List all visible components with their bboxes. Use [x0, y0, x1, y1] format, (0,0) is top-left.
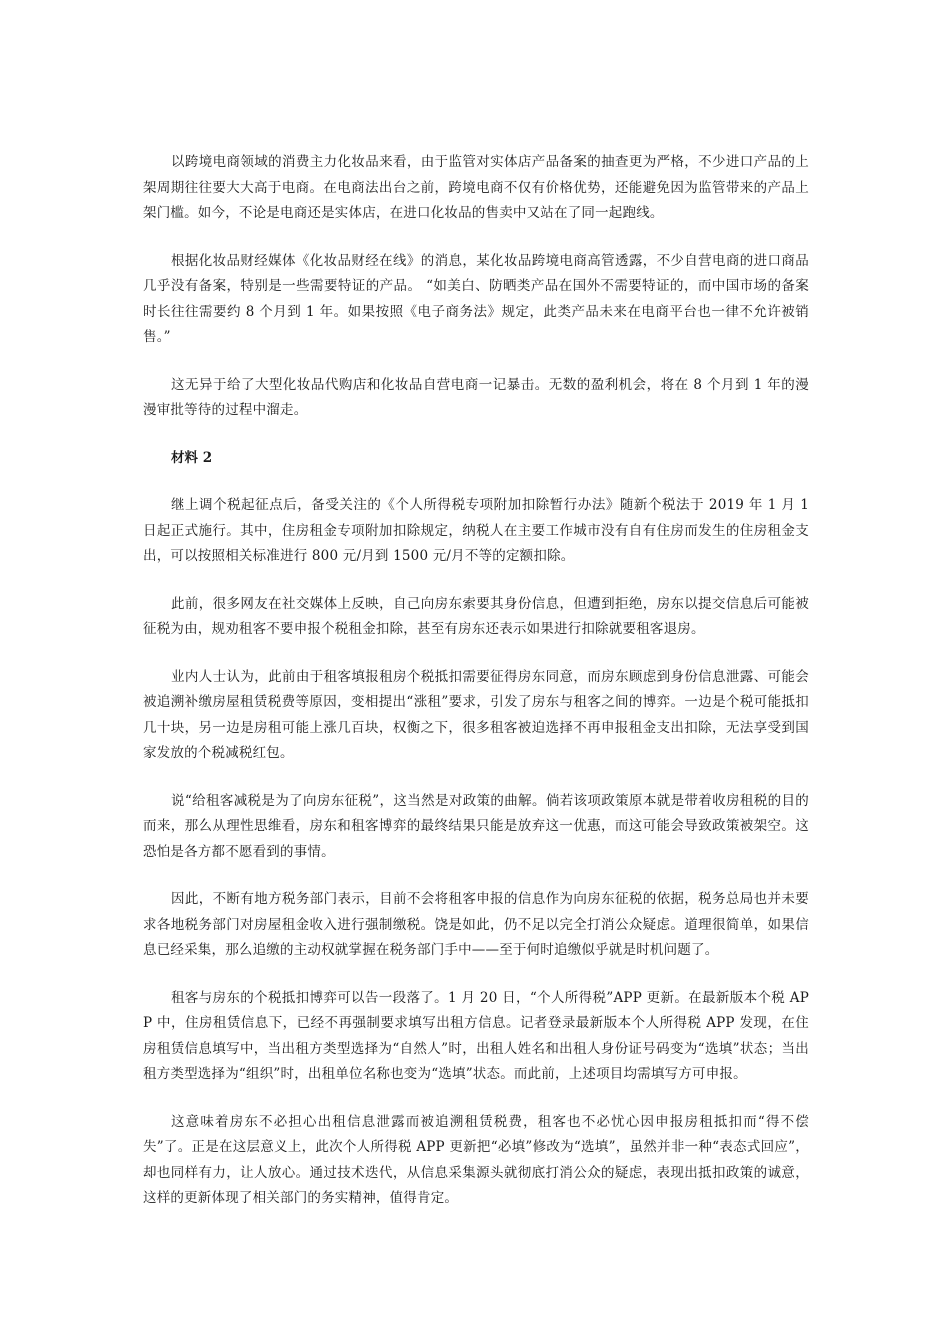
paragraph: 说“给租客减税是为了向房东征税”，这当然是对政策的曲解。倘若该项政策原本就是带着收房租税的目的而来，那么从理性思维看，房东和租客博弈的最终结果只能是放弃这一优惠，而这可能会导致政策被架空。这恐怕是各方都不愿看到的事情。 — [143, 792, 809, 860]
paragraph: 这意味着房东不必担心出租信息泄露而被追溯租赁税费，租客也不必忧心因申报房租抵扣而“得不偿失”了。正是在这层意义上，此次个人所得税 APP 更新把“必填”修改为“选填”，虽然并非一种“表态式回应”，却也同样有力，让人放心。通过技术迭代，从信息采集源头就彻底打消公众的疑虑，表现出抵扣政策的诚意，这样的更新体现了相关部门的务实精神，值得肯定。 — [143, 1113, 809, 1206]
paragraph: 因此，不断有地方税务部门表示，目前不会将租客申报的信息作为向房东征税的依据，税务总局也并未要求各地税务部门对房屋租金收入进行强制缴税。饶是如此，仍不足以完全打消公众疑虑。道理很简单，如果信息已经采集，那么追缴的主动权就掌握在税务部门手中——至于何时追缴似乎就是时机问题了。 — [143, 891, 809, 958]
paragraph: 这无异于给了大型化妆品代购店和化妆品自营电商一记暴击。无数的盈利机会，将在 8 个月到 1 年的漫漫审批等待的过程中溜走。 — [143, 376, 809, 418]
paragraph: 此前，很多网友在社交媒体上反映，自己向房东索要其身份信息，但遭到拒绝，房东以提交信息后可能被征税为由，规劝租客不要申报个税租金扣除，甚至有房东还表示如果进行扣除就要租客退房。 — [143, 595, 809, 637]
document-page — [143, 150, 809, 1234]
paragraph: 继上调个税起征点后，备受关注的《个人所得税专项附加扣除暂行办法》随新个税法于 2019 年 1 月 1 日起正式施行。其中，住房租金专项附加扣除规定，纳税人在主要工作城市没有自有住房而发生的住房租金支出，可以按照相关标准进行 800 元/月到 1500 元/月不等的定额扣除。 — [143, 497, 809, 564]
paragraph: 以跨境电商领域的消费主力化妆品来看，由于监管对实体店产品备案的抽查更为严格，不少进口产品的上架周期往往要大大高于电商。在电商法出台之前，跨境电商不仅有价格优势，还能避免因为监管带来的产品上架门槛。如今，不论是电商还是实体店，在进口化妆品的售卖中又站在了同一起跑线。 — [143, 154, 809, 221]
paragraph: 业内人士认为，此前由于租客填报租房个税抵扣需要征得房东同意，而房东顾虑到身份信息泄露、可能会被追溯补缴房屋租赁税费等原因，变相提出“涨租”要求，引发了房东与租客之间的博弈。一边是个税可能抵扣几十块，另一边是房租可能上涨几百块，权衡之下，很多租客被迫选择不再申报租金支出扣除，无法享受到国家发放的个税减税红包。 — [143, 668, 809, 761]
paragraph: 租客与房东的个税抵扣博弈可以告一段落了。1 月 20 日，“个人所得税”APP 更新。在最新版本个税 APP 中，住房租赁信息下，已经不再强制要求填写出租方信息。记者登录最新版本个人所得税 APP 发现，在住房租赁信息填写中，当出租方类型选择为“自然人”时，出租人姓名和出租人身份证号码变为“选填”状态；当出租方类型选择为“组织”时，出租单位名称也变为“选填”状态。而此前，上述项目均需填写方可申报。 — [143, 989, 809, 1082]
section-heading: 材料 2 — [171, 449, 213, 466]
paragraph: 根据化妆品财经媒体《化妆品财经在线》的消息，某化妆品跨境电商高管透露，不少自营电商的进口商品几乎没有备案，特别是一些需要特证的产品。 “如美白、防晒类产品在国外不需要特证的，而中国市场的备案时长往往需要约 8 个月到 1 年。如果按照《电子商务法》规定，此类产品未来在电商平台也一律不允许被销售。” — [143, 252, 809, 345]
